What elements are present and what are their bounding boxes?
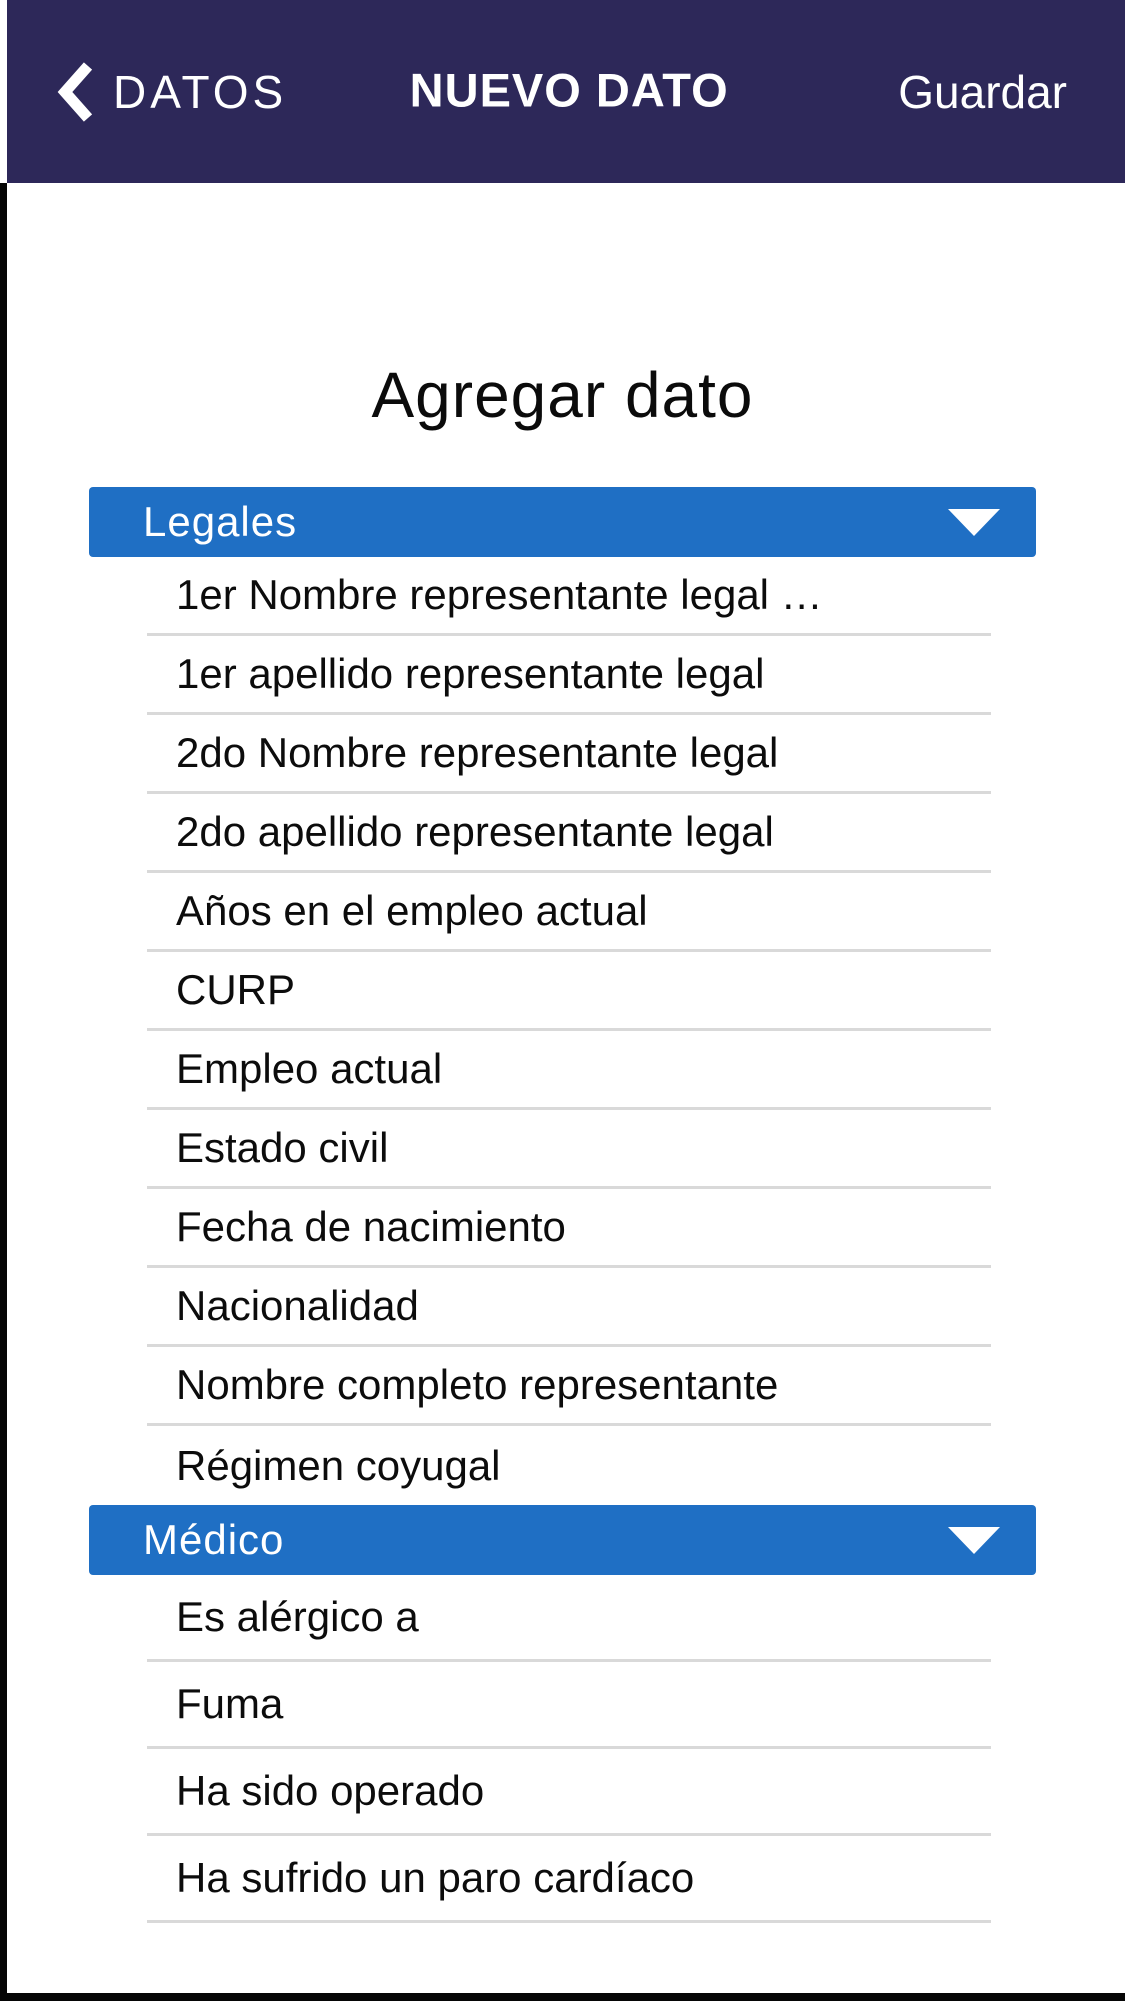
chevron-left-icon [57, 62, 93, 122]
list-item[interactable] [147, 794, 991, 873]
list-item-label: Fuma [176, 1680, 284, 1727]
screen-bottom-frame-line [0, 1993, 1125, 2001]
list-item-label: Ha sido operado [176, 1767, 485, 1814]
list-item-label: Años en el empleo actual [176, 887, 648, 934]
list-item-label: Ha sufrido un paro cardíaco [176, 1854, 695, 1901]
section-item-list [147, 557, 991, 1505]
list-item[interactable] [147, 1575, 991, 1662]
top-navigation-bar [7, 0, 1125, 183]
triangle-down-icon [948, 509, 1000, 536]
list-item-label: 1er apellido representante legal [176, 650, 765, 697]
section-header[interactable] [89, 1505, 1036, 1575]
list-item[interactable] [147, 1189, 991, 1268]
page-header-title: NUEVO DATO [409, 62, 729, 116]
list-item[interactable] [147, 1110, 991, 1189]
list-item-label: 2do Nombre representante legal [176, 729, 779, 776]
list-item[interactable] [147, 873, 991, 952]
list-item-label: Es alérgico a [176, 1593, 419, 1640]
section-label: Legales [143, 498, 298, 545]
list-item[interactable] [147, 1662, 991, 1749]
section-label: Médico [143, 1516, 285, 1563]
list-item[interactable] [147, 1031, 991, 1110]
list-item[interactable] [147, 1268, 991, 1347]
list-item-label: Nacionalidad [176, 1282, 419, 1329]
triangle-down-icon [948, 1527, 1000, 1554]
section-item-list [147, 1575, 991, 1923]
sections-container [89, 487, 1036, 1923]
list-item[interactable] [147, 715, 991, 794]
list-item[interactable] [147, 1426, 991, 1505]
list-item-label: Régimen coyugal [176, 1441, 501, 1489]
section [89, 1505, 1036, 1923]
list-item-label: CURP [176, 966, 296, 1013]
list-item-label: 1er Nombre representante legal … [176, 571, 823, 618]
section [89, 487, 1036, 1505]
list-item[interactable] [147, 952, 991, 1031]
list-item-label: Nombre completo representante [176, 1361, 779, 1408]
list-item-label: Estado civil [176, 1124, 389, 1171]
list-item[interactable] [147, 1836, 991, 1923]
back-button[interactable] [57, 62, 287, 122]
save-button[interactable]: Guardar [898, 65, 1067, 118]
section-header[interactable] [89, 487, 1036, 557]
list-item[interactable] [147, 1347, 991, 1426]
list-item-label: Empleo actual [176, 1045, 443, 1092]
list-item-label: Fecha de nacimiento [176, 1203, 566, 1250]
list-item[interactable] [147, 1749, 991, 1836]
list-item[interactable] [147, 557, 991, 636]
page-title: Agregar dato [371, 358, 754, 431]
list-item[interactable] [147, 636, 991, 715]
list-item-label: 2do apellido representante legal [176, 808, 774, 855]
screen-left-frame-line [0, 183, 7, 1993]
back-button-label: DATOS [113, 65, 288, 118]
